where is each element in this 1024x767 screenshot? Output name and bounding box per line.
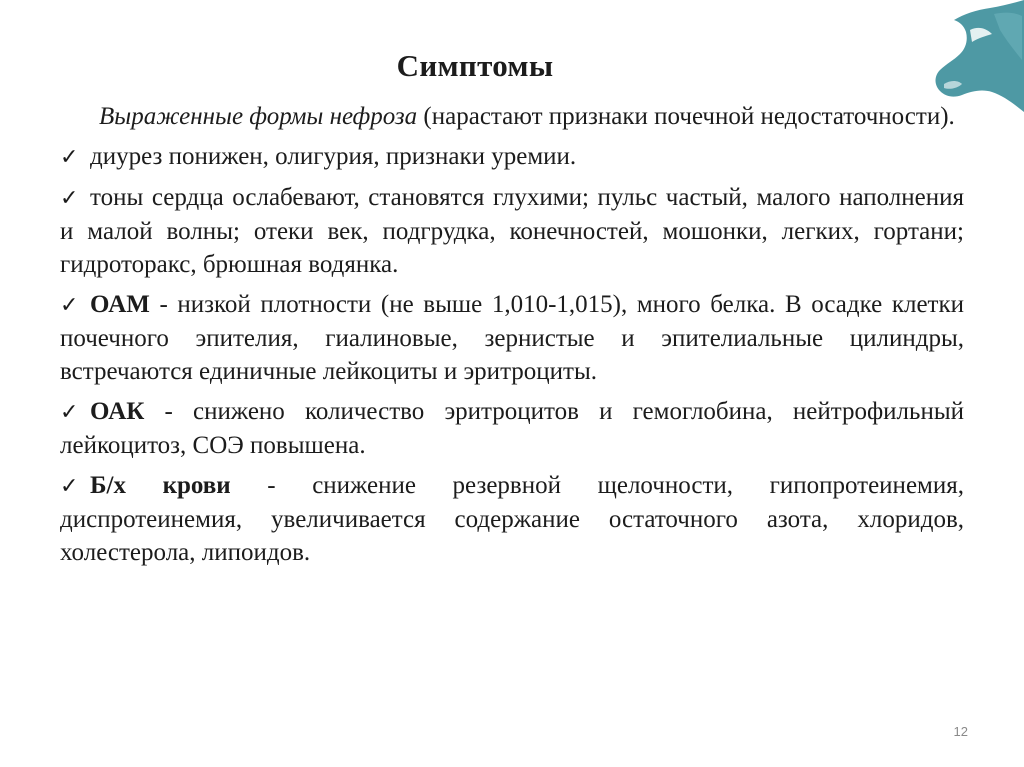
- list-item: [60, 181, 964, 281]
- item-term: ОАМ: [90, 291, 150, 318]
- intro-emphasis: Выраженные формы нефроза: [99, 103, 418, 130]
- item-term: ОАК: [90, 398, 145, 425]
- slide-title: Симптомы: [396, 48, 554, 83]
- intro-text: (нарастают признаки почечной недостаточности).: [417, 103, 955, 130]
- item-text: - снижено количество эритроцитов и гемоглобина, нейтрофильный лейкоцитоз, СОЭ повышена.: [60, 398, 964, 459]
- checkmark-icon: ✓: [60, 293, 79, 318]
- item-text: диурез понижен, олигурия, признаки уремии.: [90, 143, 577, 170]
- slide-body: [60, 100, 964, 576]
- item-text: - снижение резервной щелочности, гипопротеинемия, диспротеинемия, увеличивается содержание остаточного азота, хлоридов, холестерола, липоидов.: [60, 472, 964, 566]
- list-item: [60, 395, 964, 462]
- page-number: 12: [953, 724, 968, 739]
- checkmark-icon: ✓: [60, 474, 79, 499]
- checkmark-icon: ✓: [60, 400, 79, 425]
- checkmark-icon: ✓: [60, 145, 79, 170]
- checkmark-icon: ✓: [60, 186, 79, 211]
- item-text: тоны сердца ослабевают, становятся глухими; пульс частый, малого наполнения и малой волны; отеки век, подгрудка, конечностей, мошонки, легких, гортани; гидроторакс, брюшная водянка.: [60, 184, 964, 278]
- list-item: [60, 469, 964, 569]
- list-item: [60, 140, 964, 174]
- item-text: - низкой плотности (не выше 1,010-1,015), много белка. В осадке клетки почечного эпителия, гиалиновые, зернистые и эпителиальные цилиндры, встречаются единичные лейкоциты и эритроциты.: [60, 291, 964, 385]
- intro-paragraph: [60, 100, 964, 133]
- item-term: Б/х крови: [90, 472, 231, 499]
- list-item: [60, 288, 964, 388]
